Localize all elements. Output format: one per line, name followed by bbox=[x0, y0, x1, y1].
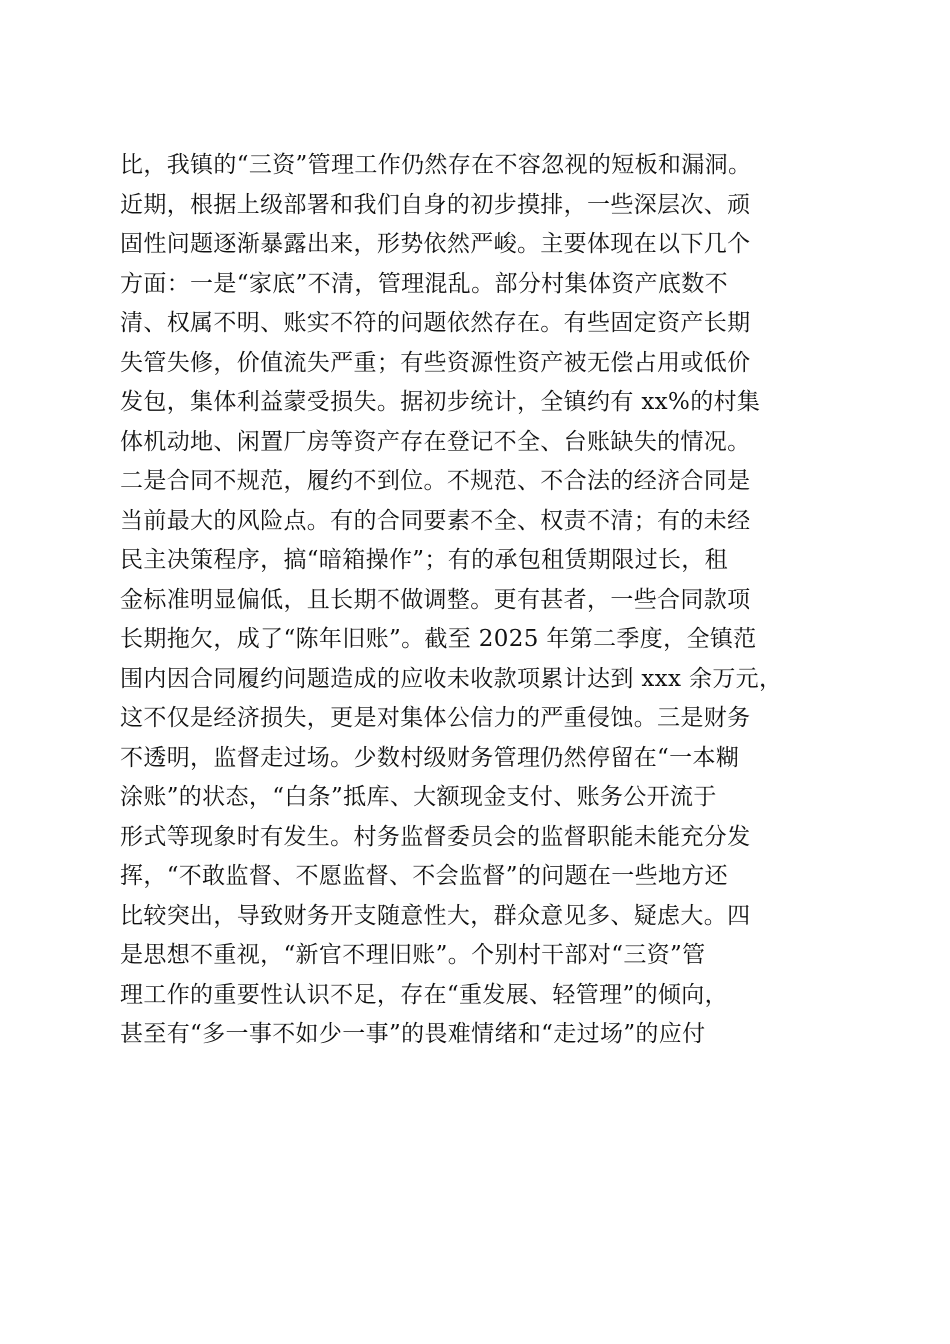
body-text bbox=[120, 146, 840, 1055]
text-line: 围内因合同履约问题造成的应收未收款项累计达到 xxx 余万元， bbox=[120, 665, 783, 692]
text-line: 金标准明显偏低，且长期不做调整。更有甚者，一些合同款项 bbox=[120, 586, 751, 613]
text-line: 当前最大的风险点。有的合同要素不全、权责不清；有的未经 bbox=[120, 507, 751, 534]
text-line: 挥，“不敢监督、不愿监督、不会监督”的问题在一些地方还 bbox=[120, 863, 728, 889]
text-line: 发包，集体利益蒙受损失。据初步统计，全镇约有 xx%的村集 bbox=[120, 389, 761, 415]
text-line: 近期，根据上级部署和我们自身的初步摸排，一些深层次、顽 bbox=[120, 191, 751, 218]
text-line: 理工作的重要性认识不足，存在“重发展、轻管理”的倾向， bbox=[120, 981, 728, 1008]
text-line: 固性问题逐渐暴露出来，形势依然严峻。主要体现在以下几个 bbox=[120, 231, 751, 257]
text-line: 甚至有“多一事不如少一事”的畏难情绪和“走过场”的应付 bbox=[120, 1021, 706, 1047]
text-line: 这不仅是经济损失，更是对集体公信力的严重侵蚀。三是财务 bbox=[120, 705, 751, 731]
text-line: 二是合同不规范，履约不到位。不规范、不合法的经济合同是 bbox=[120, 468, 751, 494]
text-line: 清、权属不明、账实不符的问题依然存在。有些固定资产长期 bbox=[120, 310, 751, 336]
text-line: 失管失修，价值流失严重；有些资源性资产被无偿占用或低价 bbox=[120, 349, 751, 376]
text-line: 不透明，监督走过场。少数村级财务管理仍然停留在“一本糊 bbox=[120, 744, 740, 771]
text-line: 比较突出，导致财务开支随意性大，群众意见多、疑虑大。四 bbox=[120, 902, 751, 929]
text-line: 民主决策程序，搞“暗箱操作”；有的承包租赁期限过长，租 bbox=[120, 547, 728, 573]
text-line: 涂账”的状态，“白条”抵库、大额现金支付、账务公开流于 bbox=[120, 784, 717, 810]
text-line: 是思想不重视，“新官不理旧账”。个别村干部对“三资”管 bbox=[120, 942, 706, 968]
text-line: 形式等现象时有发生。村务监督委员会的监督职能未能充分发 bbox=[120, 823, 751, 850]
text-line: 体机动地、闲置厂房等资产存在登记不全、台账缺失的情况。 bbox=[120, 428, 751, 455]
text-line: 长期拖欠，成了“陈年旧账”。截至 2025 年第二季度，全镇范 bbox=[120, 626, 757, 652]
text-line: 方面：一是“家底”不清，管理混乱。部分村集体资产底数不 bbox=[120, 270, 728, 297]
text-line: 比，我镇的“三资”管理工作仍然存在不容忽视的短板和漏洞。 bbox=[120, 152, 752, 178]
